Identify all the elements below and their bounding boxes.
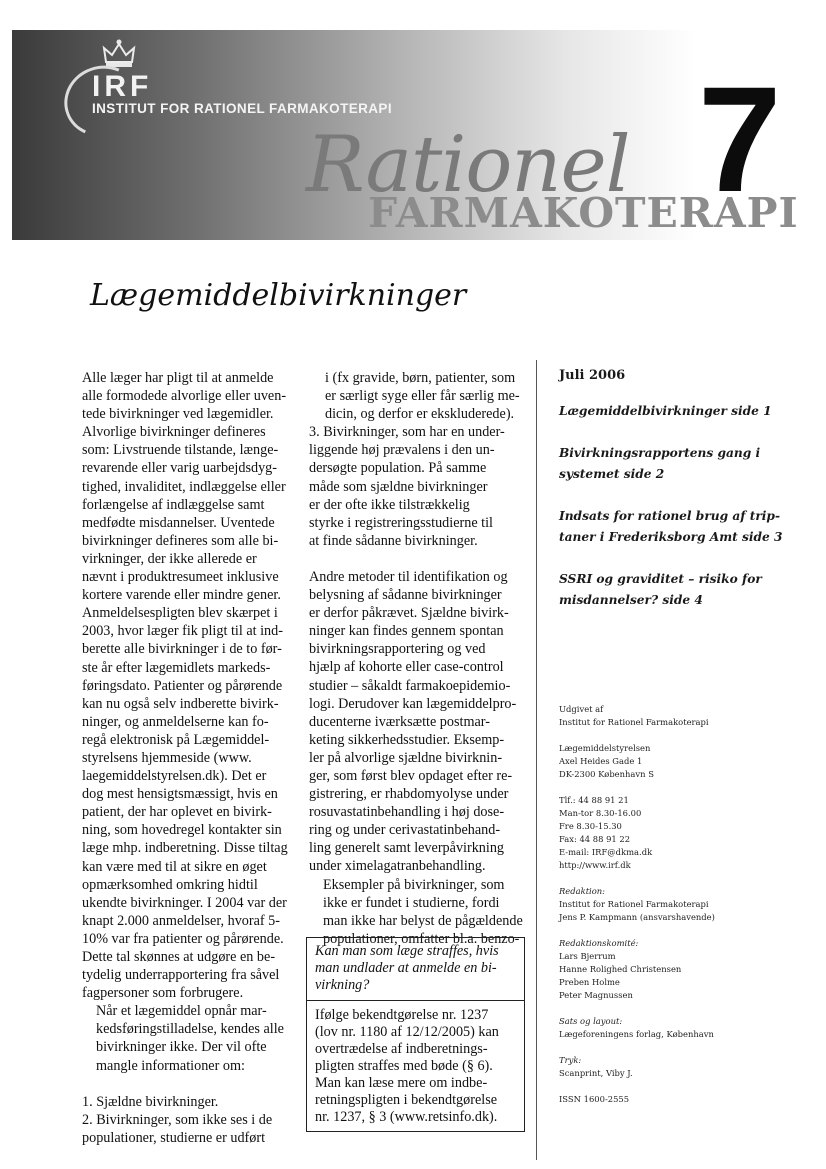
text-line: føringsdato. Patienter og pårørende xyxy=(82,677,283,694)
toc-item[interactable] xyxy=(559,569,789,611)
text-line: 10% var fra patienter og pårørende. xyxy=(82,930,284,947)
text-line: populationer, omfatter bl.a. benzo- xyxy=(323,930,520,947)
text-line: Alle læger har pligt til at anmelde xyxy=(82,370,274,386)
text-line: bivirkninger ikke. Der vil ofte xyxy=(96,1039,267,1056)
text-line: under ximelagatranbehandling. xyxy=(309,858,486,875)
colophon-line: Udgivet af xyxy=(559,704,604,714)
text-line: studier – såkaldt farmakoepidemio- xyxy=(309,677,511,694)
list-item xyxy=(82,1093,294,1111)
colophon-label: Redaktion: xyxy=(559,886,605,896)
text-line: ikke er fundet i studierne, fordi xyxy=(323,894,500,911)
text-line: er særligt syge eller får særlig me- xyxy=(325,388,520,405)
text-line: hjælp af kohorte eller case-control xyxy=(309,659,504,676)
sidebar xyxy=(559,368,789,632)
masthead-rationel: Rationel xyxy=(306,120,630,210)
info-box xyxy=(306,937,525,1132)
colophon-line: Tlf.: 44 88 91 21 xyxy=(559,795,629,805)
text-line: styrelsens hjemmeside (www. xyxy=(82,749,252,766)
text-line: pligten straffes med bøde (§ 6). xyxy=(315,1058,493,1074)
text-line: Eksempler på bivirkninger, som xyxy=(323,876,505,893)
list-item-line: at finde sådanne bivirkninger. xyxy=(309,532,478,549)
text-line: medfødte misdannelser. Uventede xyxy=(82,514,275,531)
colophon-section xyxy=(559,937,789,1002)
list-item-line: 3. Bivirkninger, som har en under- xyxy=(309,424,505,441)
paragraph-3 xyxy=(309,568,523,876)
colophon-section xyxy=(559,742,789,781)
text-line: tighed, invaliditet, indlæggelse eller xyxy=(82,478,286,495)
list-item-line: dersøgte population. På samme xyxy=(309,460,487,477)
text-line: dog mest hensigtsmæssigt, hvis en xyxy=(82,786,278,803)
text-line: Kan man som læge straffes, hvis xyxy=(315,943,499,959)
toc-line: Indsats for rationel brug af trip- xyxy=(559,509,781,523)
text-line: man undlader at anmelde en bi- xyxy=(315,960,497,976)
list-item-line: 1. Sjældne bivirkninger. xyxy=(82,1093,219,1110)
text-line: belysning af sådanne bivirkninger xyxy=(309,587,502,604)
list-item-line: populationer, studierne er udført xyxy=(82,1129,266,1146)
text-line: nævnt i produktresumeet inklusive xyxy=(82,569,279,586)
info-box-question xyxy=(307,938,524,1001)
text-line: bivirkninger defineres som alle bi- xyxy=(82,532,279,549)
toc-item[interactable] xyxy=(559,401,789,422)
text-line: alle formodede alvorlige eller uven- xyxy=(82,388,287,405)
colophon-label: Redaktionskomité: xyxy=(559,938,639,948)
text-line: logi. Derudover kan lægemiddelpro- xyxy=(309,695,517,712)
colophon-line: Scanprint, Viby J. xyxy=(559,1068,633,1078)
article-column-2 xyxy=(309,369,523,948)
colophon-line: Axel Heides Gade 1 xyxy=(559,756,643,766)
text-line: ste år efter lægemidlets markeds- xyxy=(82,659,271,676)
toc-line: SSRI og graviditet – risiko for xyxy=(559,572,762,586)
colophon-line: Lars Bjerrum xyxy=(559,951,616,961)
text-line: Man kan læse mere om indbe- xyxy=(315,1075,488,1091)
table-of-contents xyxy=(559,401,789,611)
text-line: ger, som først blev opdaget efter re- xyxy=(309,767,513,784)
colophon-line: Lægemiddelstyrelsen xyxy=(559,743,651,753)
text-line: retningspligten i bekendtgørelse xyxy=(315,1092,498,1108)
toc-line: Bivirkningsrapportens gang i xyxy=(559,446,761,460)
text-line: knapt 2.000 anmeldelser, hvoraf 5- xyxy=(82,912,280,929)
list-item-line: styrke i registreringsstudierne til xyxy=(309,514,494,531)
list-item-line: er der ofte ikke tilstrækkelig xyxy=(309,496,470,513)
text-line: ukendte bivirkninger. I 2004 var der xyxy=(82,894,287,911)
colophon-line: Institut for Rationel Farmakoterapi xyxy=(559,899,709,909)
text-line: kan nu også selv indberette bivirk- xyxy=(82,695,279,712)
text-line: regå elektronisk på Lægemiddel- xyxy=(82,731,270,748)
text-line: mangle informationer om: xyxy=(96,1057,245,1074)
text-line: keting sikkerhedsstudier. Eksemp- xyxy=(309,731,505,748)
text-line: revarende eller varig uarbejdsdyg- xyxy=(82,460,277,477)
text-line: virkninger, der ikke allerede er xyxy=(82,550,257,567)
colophon-line: Man-tor 8.30-16.00 xyxy=(559,808,642,818)
text-line: Alvorlige bivirkninger defineres xyxy=(82,424,266,441)
text-line: bivirkningsrapportering og ved xyxy=(309,641,486,658)
text-line: Dette tal skønnes at udgøre en be- xyxy=(82,949,276,965)
text-line: (lov nr. 1180 af 12/12/2005) kan xyxy=(315,1024,499,1040)
list-item-line: liggende høj prævalens i den un- xyxy=(309,442,495,459)
masthead-farmakoterapi: FARMAKOTERAPI xyxy=(368,189,799,237)
text-line: kan være med til at sikre en øget xyxy=(82,858,267,875)
article-column-1 xyxy=(82,369,294,1147)
paragraph-2 xyxy=(82,1002,294,1074)
information-list xyxy=(82,1093,294,1147)
text-line: Når et lægemiddel opnår mar- xyxy=(96,1003,267,1020)
colophon-section xyxy=(559,885,789,924)
article-title: Lægemiddelbivirkninger xyxy=(90,278,467,313)
list-item xyxy=(82,1111,294,1147)
issue-date: Juli 2006 xyxy=(559,368,626,383)
colophon-line: ISSN 1600-2555 xyxy=(559,1094,630,1104)
text-line: kortere varende eller mindre gener. xyxy=(82,587,281,604)
text-line: ninger kan findes gennem spontan xyxy=(309,623,504,640)
colophon-line: http://www.irf.dk xyxy=(559,860,631,870)
text-line: nr. 1237, § 3 (www.retsinfo.dk). xyxy=(315,1109,498,1125)
column-divider xyxy=(536,360,537,1160)
text-line: forlængelse af indlæggelse samt xyxy=(82,496,265,513)
colophon-section xyxy=(559,1054,789,1080)
toc-line: misdannelser? side 4 xyxy=(559,593,703,607)
text-line: Ifølge bekendtgørelse nr. 1237 xyxy=(315,1007,489,1023)
colophon-line: Institut for Rationel Farmakoterapi xyxy=(559,717,709,727)
colophon-line: Fre 8.30-15.30 xyxy=(559,821,622,831)
colophon-line: Peter Magnussen xyxy=(559,990,633,1000)
text-line: ring og under cerivastatinbehand- xyxy=(309,822,501,839)
irf-logo: IRF xyxy=(92,70,153,103)
text-line: 2003, hvor læger fik pligt til at ind- xyxy=(82,623,283,640)
text-line: berette alle bivirkninger i de to før- xyxy=(82,641,282,658)
institute-name: INSTITUT FOR RATIONEL FARMAKOTERAPI xyxy=(92,101,392,116)
list-item-line: måde som sjældne bivirkninger xyxy=(309,478,488,495)
colophon-line: Preben Holme xyxy=(559,977,620,987)
text-line: opmærksomhed omkring hidtil xyxy=(82,876,258,893)
colophon-line: Lægeforeningens forlag, København xyxy=(559,1029,714,1039)
text-line: i (fx gravide, børn, patienter, som xyxy=(325,370,516,386)
colophon-line: E-mail: IRF@dkma.dk xyxy=(559,847,653,857)
text-line: laegemiddelstyrelsen.dk). Det er xyxy=(82,768,267,785)
toc-line: systemet side 2 xyxy=(559,467,665,481)
colophon-label: Tryk: xyxy=(559,1055,582,1065)
text-line: tede bivirkninger ved lægemidler. xyxy=(82,406,274,423)
list-item-line: 2. Bivirkninger, som ikke ses i de xyxy=(82,1111,273,1128)
text-line: patient, der har oplevet en bivirk- xyxy=(82,804,272,821)
toc-item[interactable] xyxy=(559,443,789,485)
text-line: Anmeldelsespligten blev skærpet i xyxy=(82,605,278,622)
paragraph-1 xyxy=(82,369,294,1002)
text-line: gistrering, er rhabdomyolyse under xyxy=(309,786,509,803)
colophon-line: Hanne Rolighed Christensen xyxy=(559,964,682,974)
colophon-line: Fax: 44 88 91 22 xyxy=(559,834,631,844)
text-line: som: Livstruende tilstande, længe- xyxy=(82,442,279,459)
toc-line: Lægemiddelbivirkninger side 1 xyxy=(559,404,772,418)
colophon-section xyxy=(559,703,789,729)
text-line: ducenterne iværksætte postmar- xyxy=(309,713,490,730)
text-line: læge mhp. indberetning. Disse tiltag xyxy=(82,840,288,857)
text-line: overtrædelse af indberetnings- xyxy=(315,1041,488,1057)
text-line: man ikke har belyst de pågældende xyxy=(323,912,523,929)
text-line: Andre metoder til identifikation og xyxy=(309,568,508,585)
colophon-section xyxy=(559,1093,789,1106)
text-line: ling generelt samt leverpåvirkning xyxy=(309,840,505,857)
list-item xyxy=(309,423,523,550)
text-line: dicin, og derfor er ekskluderede). xyxy=(325,406,515,423)
text-line: ler på alvorlige sjældne bivirknin- xyxy=(309,749,503,766)
toc-line: taner i Frederiksborg Amt side 3 xyxy=(559,530,783,544)
colophon-section xyxy=(559,794,789,872)
colophon-section xyxy=(559,1015,789,1041)
text-line: fagpersoner som forbrugere. xyxy=(82,985,244,1002)
text-line: er derfor påkrævet. Sjældne bivirk- xyxy=(309,605,509,622)
text-line: ning, som hovedregel kontakter sin xyxy=(82,822,282,839)
colophon-line: DK-2300 København S xyxy=(559,769,654,779)
issue-number: 7 xyxy=(698,55,782,223)
colophon-line: Jens P. Kampmann (ansvarshavende) xyxy=(559,912,715,922)
text-line: tydelig underrapportering fra såvel xyxy=(82,967,280,984)
text-line: kedsføringstilladelse, kendes alle xyxy=(96,1021,284,1038)
text-line: rosuvastatinbehandling i høj dose- xyxy=(309,804,505,821)
colophon xyxy=(559,703,789,1119)
text-line: ninger, og anmeldelserne kan fo- xyxy=(82,713,269,730)
list-continuation xyxy=(309,369,523,423)
info-box-answer xyxy=(307,1001,524,1131)
information-list-cont xyxy=(309,423,523,550)
colophon-label: Sats og layout: xyxy=(559,1016,623,1026)
text-line: virkning? xyxy=(315,977,370,993)
toc-item[interactable] xyxy=(559,506,789,548)
